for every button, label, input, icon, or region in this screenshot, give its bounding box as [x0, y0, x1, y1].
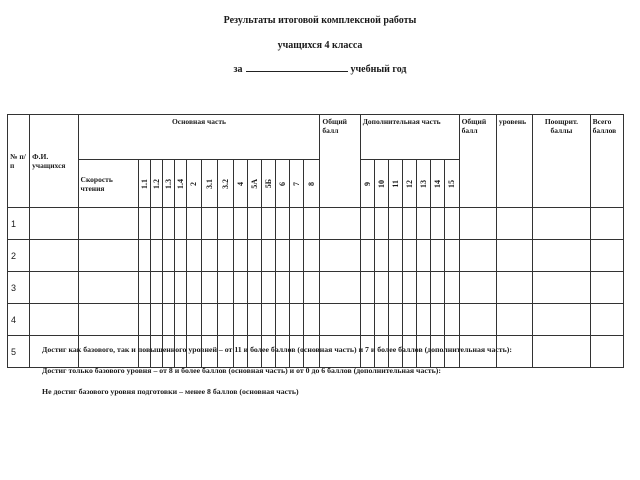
header-task: 1.1	[139, 160, 151, 208]
table-row	[8, 208, 624, 240]
table-cell	[496, 240, 532, 272]
table-cell	[187, 304, 201, 336]
table-cell	[175, 240, 187, 272]
table-cell	[139, 272, 151, 304]
table-cell	[304, 208, 320, 240]
header-task: 3.1	[201, 160, 217, 208]
table-cell	[30, 240, 78, 272]
table-cell	[417, 208, 431, 240]
header-extra-task: 9	[360, 160, 374, 208]
note-basic-level: Достиг только базового уровня – от 8 и более баллов (основная часть) и от 0 до 6 баллов (дополнительная часть):	[42, 366, 441, 375]
table-cell	[417, 240, 431, 272]
table-cell	[290, 208, 304, 240]
table-cell	[320, 272, 360, 304]
table-cell	[431, 272, 445, 304]
table-cell	[304, 240, 320, 272]
table-cell	[403, 208, 417, 240]
table-cell	[78, 304, 138, 336]
row-number: 1	[8, 208, 30, 240]
table-cell	[217, 208, 233, 240]
table-cell	[163, 240, 175, 272]
document-title: Результаты итоговой комплексной работы	[223, 15, 417, 26]
header-main-part: Основная часть	[78, 115, 320, 160]
year-blank-line	[246, 62, 348, 72]
table-cell	[201, 208, 217, 240]
table-cell	[388, 240, 402, 272]
header-task: 1.2	[151, 160, 163, 208]
table-cell	[459, 208, 496, 240]
table-cell	[290, 240, 304, 272]
table-cell	[247, 240, 261, 272]
header-task: 5А	[247, 160, 261, 208]
header-extra-task: 13	[417, 160, 431, 208]
table-cell	[201, 304, 217, 336]
table-row	[8, 304, 624, 336]
table-cell	[388, 208, 402, 240]
table-cell	[187, 272, 201, 304]
table-cell	[459, 304, 496, 336]
table-cell	[233, 208, 247, 240]
table-cell	[533, 272, 590, 304]
table-cell	[151, 272, 163, 304]
table-cell	[247, 304, 261, 336]
table-cell	[139, 208, 151, 240]
header-reading-speed: Скорость чтения	[78, 160, 138, 208]
table-cell	[233, 304, 247, 336]
table-cell	[247, 272, 261, 304]
table-cell	[320, 240, 360, 272]
table-cell	[459, 240, 496, 272]
table-cell	[201, 240, 217, 272]
table-cell	[139, 240, 151, 272]
table-cell	[496, 304, 532, 336]
header-task: 1.4	[175, 160, 187, 208]
table-cell	[374, 208, 388, 240]
table-cell	[431, 208, 445, 240]
table-cell	[261, 272, 275, 304]
table-cell	[403, 240, 417, 272]
table-cell	[163, 304, 175, 336]
table-cell	[320, 304, 360, 336]
table-cell	[276, 272, 290, 304]
table-cell	[360, 240, 374, 272]
table-cell	[590, 240, 623, 272]
header-total-2: Общий балл	[459, 115, 496, 208]
table-row	[8, 240, 624, 272]
table-cell	[590, 272, 623, 304]
table-cell	[459, 272, 496, 304]
table-cell	[151, 240, 163, 272]
table-row	[8, 272, 624, 304]
header-task: 8	[304, 160, 320, 208]
table-cell	[276, 304, 290, 336]
table-cell	[374, 272, 388, 304]
row-number: 4	[8, 304, 30, 336]
table-cell	[290, 272, 304, 304]
header-task: 4	[233, 160, 247, 208]
table-cell	[320, 208, 360, 240]
table-cell	[187, 240, 201, 272]
table-cell	[360, 304, 374, 336]
table-cell	[388, 272, 402, 304]
table-cell	[233, 272, 247, 304]
table-cell	[360, 208, 374, 240]
header-all-points: Всего баллов	[590, 115, 623, 208]
row-number: 3	[8, 272, 30, 304]
table-cell	[233, 240, 247, 272]
header-extra-task: 11	[388, 160, 402, 208]
header-bonus: Поощрит. баллы	[533, 115, 590, 208]
table-cell	[304, 304, 320, 336]
table-cell	[163, 208, 175, 240]
year-prefix: за	[233, 64, 243, 75]
table-cell	[78, 208, 138, 240]
results-table	[7, 114, 624, 368]
table-cell	[590, 336, 623, 368]
table-cell	[261, 208, 275, 240]
table-cell	[261, 240, 275, 272]
table-cell	[175, 208, 187, 240]
table-cell	[533, 208, 590, 240]
header-task: 7	[290, 160, 304, 208]
header-extra-task: 15	[445, 160, 459, 208]
table-cell	[276, 208, 290, 240]
table-cell	[217, 240, 233, 272]
table-cell	[30, 272, 78, 304]
table-cell	[590, 208, 623, 240]
table-cell	[304, 272, 320, 304]
table-cell	[175, 304, 187, 336]
table-cell	[217, 272, 233, 304]
table-cell	[261, 304, 275, 336]
header-task: 1.3	[163, 160, 175, 208]
header-extra-task: 14	[431, 160, 445, 208]
table-cell	[417, 272, 431, 304]
note-advanced-level: Достиг как базового, так и повышенного уровней – от 11 и более баллов (основная часть) и 7 и более баллов (дополнительная часть):	[42, 345, 512, 354]
table-cell	[431, 240, 445, 272]
table-cell	[496, 272, 532, 304]
header-level: уровень	[496, 115, 532, 208]
header-task: 6	[276, 160, 290, 208]
table-cell	[496, 208, 532, 240]
header-task: 2	[187, 160, 201, 208]
row-number: 5	[8, 336, 30, 368]
header-task: 3.2	[217, 160, 233, 208]
table-cell	[78, 240, 138, 272]
table-cell	[374, 304, 388, 336]
table-cell	[533, 336, 590, 368]
table-cell	[276, 240, 290, 272]
table-cell	[217, 304, 233, 336]
table-cell	[403, 304, 417, 336]
table-cell	[374, 240, 388, 272]
table-cell	[30, 208, 78, 240]
header-extra-task: 12	[403, 160, 417, 208]
school-year-line	[0, 62, 640, 75]
table-cell	[151, 304, 163, 336]
table-cell	[163, 272, 175, 304]
table-cell	[187, 208, 201, 240]
table-cell	[590, 304, 623, 336]
table-cell	[139, 304, 151, 336]
document-subtitle: учащихся 4 класса	[277, 40, 363, 51]
table-cell	[431, 304, 445, 336]
table-cell	[445, 272, 459, 304]
table-cell	[445, 208, 459, 240]
table-cell	[360, 272, 374, 304]
table-cell	[533, 304, 590, 336]
note-below-basic: Не достиг базового уровня подготовки – менее 8 баллов (основная часть)	[42, 387, 299, 396]
header-num: № п/п	[8, 115, 30, 208]
header-extra-task: 10	[374, 160, 388, 208]
table-cell	[533, 240, 590, 272]
table-cell	[290, 304, 304, 336]
table-cell	[403, 272, 417, 304]
row-number: 2	[8, 240, 30, 272]
year-suffix: учебный год	[350, 64, 407, 75]
header-task: 5Б	[261, 160, 275, 208]
table-cell	[78, 272, 138, 304]
header-total-1: Общий балл	[320, 115, 360, 208]
table-cell	[201, 272, 217, 304]
table-cell	[247, 208, 261, 240]
table-cell	[30, 304, 78, 336]
header-fio: Ф.И. учащихся	[30, 115, 78, 208]
table-cell	[388, 304, 402, 336]
header-extra-part: Дополнительная часть	[360, 115, 459, 160]
table-cell	[151, 208, 163, 240]
table-cell	[175, 272, 187, 304]
table-cell	[445, 240, 459, 272]
table-cell	[417, 304, 431, 336]
table-cell	[445, 304, 459, 336]
